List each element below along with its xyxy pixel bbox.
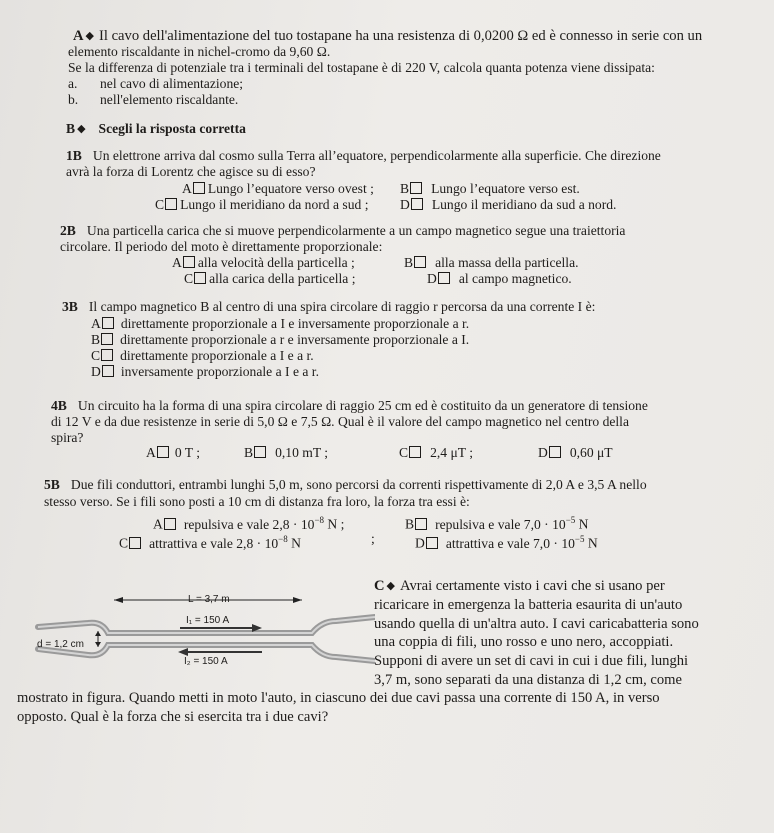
- q4-number: 4B: [51, 398, 67, 413]
- checkbox-icon[interactable]: [102, 365, 114, 377]
- checkbox-icon[interactable]: [254, 446, 266, 458]
- checkbox-icon[interactable]: [165, 198, 177, 210]
- q4-option-a[interactable]: A 0 T ;: [146, 445, 201, 460]
- q2-line1: [60, 223, 625, 239]
- exC-tag: C: [374, 578, 385, 594]
- q3-option-c[interactable]: C direttamente proporzionale a I e a r.: [91, 348, 314, 363]
- checkbox-icon[interactable]: [438, 272, 450, 284]
- q4-option-c[interactable]: C 2,4 μT ;: [399, 445, 473, 460]
- q2-number: 2B: [60, 223, 76, 238]
- checkbox-icon[interactable]: [183, 256, 195, 268]
- q5-option-a[interactable]: A repulsiva e vale $2,8 \cdot 10^{-8}$ N ;: [153, 515, 345, 532]
- checkbox-icon[interactable]: [414, 256, 426, 268]
- q2-line2: circolare. Il periodo del moto è direttamente proporzionale:: [60, 239, 383, 254]
- exC-line6: 3,7 m, sono separati da una distanza di 1,2 cm, come: [374, 672, 683, 688]
- q1-option-a[interactable]: A Lungo l’equatore verso ovest ;: [182, 181, 374, 196]
- exA-a-text: nel cavo di alimentazione;: [100, 76, 244, 91]
- q5-line1: [44, 477, 647, 493]
- exC-line4: una coppia di fili, uno rosso e uno nero, accoppiati.: [374, 634, 674, 650]
- q5-line2: stesso verso. Se i fili sono posti a 10 cm di distanza fra loro, la forza tra essi è:: [44, 494, 470, 509]
- exC-line2: ricaricare in emergenza la batteria esaurita di un'auto: [374, 597, 683, 613]
- q3-option-d[interactable]: D inversamente proporzionale a I e a r.: [91, 364, 319, 379]
- checkbox-icon[interactable]: [415, 518, 427, 530]
- checkbox-icon[interactable]: [129, 537, 141, 549]
- distance-label: d = 1,2 cm: [37, 639, 84, 650]
- q3-number: 3B: [62, 299, 78, 314]
- exA-tag: A: [73, 28, 84, 44]
- q2-text: Una particella carica che si muove perpendicolarmente a un campo magnetico segue una traiettoria: [86, 223, 626, 238]
- q5-text: Due fili conduttori, entrambi lunghi 5,0 m, sono percorsi da correnti rispettivamente di 2,0 A e 3,5 A nello: [70, 477, 647, 492]
- q3-text: Il campo magnetico B al centro di una spira circolare di raggio r percorsa da una corrente I è:: [88, 299, 596, 314]
- checkbox-icon[interactable]: [409, 446, 421, 458]
- exA-item-b: [68, 92, 238, 108]
- exA-heading: [73, 28, 702, 44]
- q5-option-c[interactable]: C attrattiva e vale $2,8 \cdot 10^{-8}$ N: [119, 534, 301, 551]
- q1-line2: avrà la forza di Lorentz che agisce su di esso?: [66, 164, 316, 179]
- q5-number: 5B: [44, 477, 60, 492]
- checkbox-icon[interactable]: [101, 349, 113, 361]
- checkbox-icon[interactable]: [101, 333, 113, 345]
- diamond-icon: ◆: [77, 123, 86, 135]
- exA-line2: elemento riscaldante in nichel-cromo da 9,60 Ω.: [68, 44, 331, 59]
- checkbox-icon[interactable]: [426, 537, 438, 549]
- exC-line5: Supponi di avere un set di cavi in cui i due fili, lunghi: [374, 653, 689, 669]
- checkbox-icon[interactable]: [194, 272, 206, 284]
- q2-option-c[interactable]: C alla carica della particella ;: [184, 271, 356, 286]
- exA-item-a: [68, 76, 243, 92]
- q4-line2: di 12 V e da due resistenze in serie di 5,0 Ω e 7,5 Ω. Qual è il valore del campo magnetico nel centro della: [51, 414, 629, 429]
- exB-title: Scegli la risposta corretta: [98, 121, 246, 136]
- q1-option-b[interactable]: B Lungo l’equatore verso est.: [400, 181, 580, 196]
- q5-option-b[interactable]: B repulsiva e vale $7,0 \cdot 10^{-5}$ N: [405, 515, 589, 532]
- exB-tag: B: [66, 121, 76, 136]
- exC-line8: opposto. Qual è la forza che si esercita tra i due cavi?: [17, 709, 329, 725]
- q3-option-b[interactable]: B direttamente proporzionale a r e inversamente proporzionale a I.: [91, 332, 470, 347]
- length-arrowhead-left: [114, 597, 123, 603]
- q1-text: Un elettrone arriva dal cosmo sulla Terra all’equatore, perpendicolarmente alla superficie. Che direzione: [92, 148, 661, 163]
- q1-line1: [66, 148, 661, 164]
- checkbox-icon[interactable]: [102, 317, 114, 329]
- q1-option-d[interactable]: D Lungo il meridiano da sud a nord.: [400, 197, 617, 212]
- checkbox-icon[interactable]: [157, 446, 169, 458]
- current-i2-label: I₂ = 150 A: [184, 656, 228, 667]
- exC-line3: usando quella di un'altra auto. I cavi caricabatteria sono: [374, 616, 699, 632]
- exB-heading: [66, 121, 246, 137]
- q3-line1: [62, 299, 595, 315]
- exA-b-key: b.: [68, 92, 79, 107]
- exC-line1: [374, 578, 665, 594]
- q5-option-d[interactable]: D attrattiva e vale $7,0 \cdot 10^{-5}$ N: [415, 534, 598, 551]
- diamond-icon: ◆: [386, 580, 396, 592]
- q3-option-a[interactable]: A direttamente proporzionale a I e inversamente proporzionale a r.: [91, 316, 470, 331]
- exA-b-text: nell'elemento riscaldante.: [100, 92, 239, 107]
- q4-line3: spira?: [51, 430, 84, 445]
- exC-text1: Avrai certamente visto i cavi che si usano per: [400, 578, 665, 594]
- diamond-icon: ◆: [85, 30, 95, 42]
- q4-option-d[interactable]: D 0,60 μT: [538, 445, 613, 460]
- checkbox-icon[interactable]: [164, 518, 176, 530]
- length-label: L = 3,7 m: [188, 594, 230, 605]
- current-i1-label: I₁ = 150 A: [186, 615, 230, 626]
- q2-option-d[interactable]: D al campo magnetico.: [427, 271, 572, 286]
- q4-text: Un circuito ha la forma di una spira circolare di raggio 25 cm ed è costituito da un generatore di tensione: [77, 398, 648, 413]
- q4-line1: [51, 398, 648, 414]
- q4-option-b[interactable]: B 0,10 mT ;: [244, 445, 329, 460]
- exC-line7: mostrato in figura. Quando metti in moto l'auto, in ciascuno dei due cavi passa una corrente di 150 A, in verso: [17, 690, 660, 706]
- checkbox-icon[interactable]: [549, 446, 561, 458]
- checkbox-icon[interactable]: [193, 182, 205, 194]
- exA-line3: Se la differenza di potenziale tra i terminali del tostapane è di 220 V, calcola quanta potenza viene dissipata:: [68, 60, 655, 75]
- exA-a-key: a.: [68, 76, 78, 91]
- q2-option-a[interactable]: A alla velocità della particella ;: [172, 255, 355, 270]
- exA-line1: Il cavo dell'alimentazione del tuo tostapane ha una resistenza di 0,0200 Ω ed è connesso in serie con un: [99, 28, 703, 44]
- q1-option-c[interactable]: C Lungo il meridiano da nord a sud ;: [155, 197, 369, 212]
- q2-option-b[interactable]: B alla massa della particella.: [404, 255, 579, 270]
- length-arrowhead-right: [293, 597, 302, 603]
- checkbox-icon[interactable]: [411, 198, 423, 210]
- q1-number: 1B: [66, 148, 82, 163]
- checkbox-icon[interactable]: [410, 182, 422, 194]
- q5-separator: ;: [371, 531, 375, 546]
